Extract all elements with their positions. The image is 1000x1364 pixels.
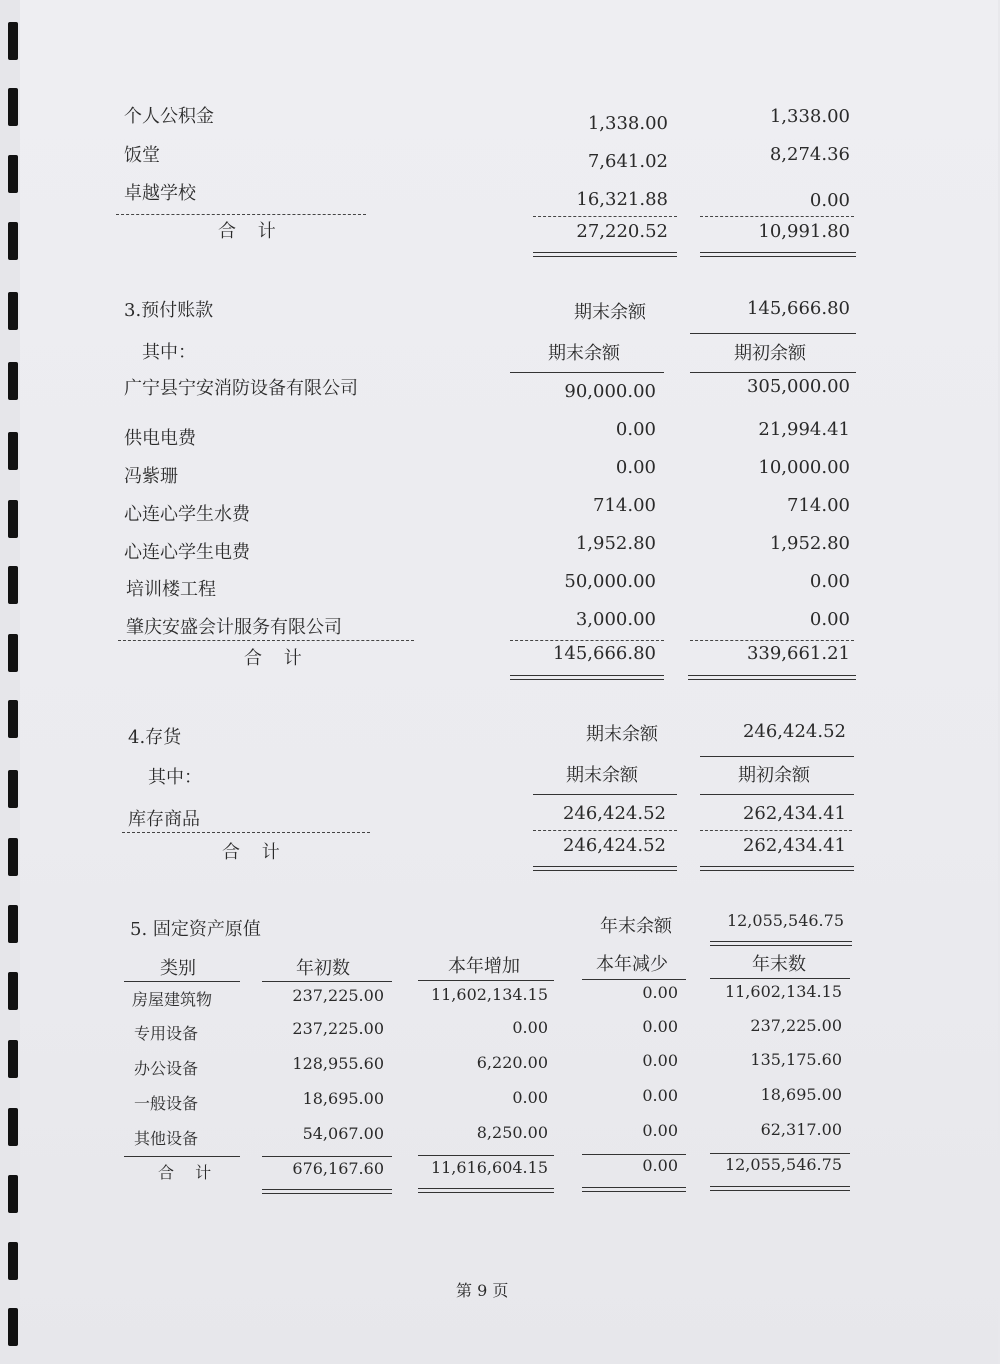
opening-cell: 237,225.00 (292, 1019, 384, 1038)
double-underline (582, 1187, 686, 1192)
end-balance-label: 年末余额 (600, 916, 672, 937)
row-name: 供电电费 (124, 428, 196, 449)
total-end-value: 145,666.80 (552, 643, 656, 664)
rule (533, 794, 677, 795)
binding-hole (8, 22, 18, 60)
section-title: 5. 固定资产原值 (130, 919, 261, 940)
binding-hole (8, 362, 18, 400)
binding-hole (8, 88, 18, 126)
column-header-decrease: 本年减少 (596, 954, 668, 975)
row-begin-value: 1,952.80 (769, 533, 850, 554)
rule (418, 1155, 554, 1156)
row-name: 心连心学生水费 (124, 504, 250, 525)
decrease-cell: 0.00 (642, 1051, 678, 1070)
increase-cell: 6,220.00 (476, 1053, 548, 1072)
dashed-rule (690, 640, 854, 641)
decrease-cell: 0.00 (642, 1086, 678, 1105)
category-cell: 其他设备 (134, 1129, 199, 1148)
total-end-value: 246,424.52 (562, 835, 666, 856)
double-underline (688, 675, 856, 680)
opening-cell: 237,225.00 (292, 986, 384, 1005)
total-opening: 676,167.60 (292, 1159, 384, 1178)
double-underline (710, 1186, 850, 1191)
column-header-increase: 本年增加 (448, 956, 520, 977)
row-name: 卓越学校 (124, 183, 196, 204)
row-name: 饭堂 (124, 145, 160, 166)
row-end-value: 1,338.00 (587, 113, 668, 134)
binding-hole (8, 292, 18, 330)
closing-cell: 18,695.00 (760, 1085, 842, 1104)
binding-hole (8, 1242, 18, 1280)
row-begin-value: 10,000.00 (758, 457, 850, 478)
decrease-cell: 0.00 (642, 983, 678, 1002)
rule (262, 981, 392, 982)
row-begin-value: 0.00 (809, 609, 850, 630)
column-header-category: 类别 (160, 958, 196, 979)
dashed-rule (122, 832, 370, 833)
dashed-rule (118, 640, 414, 641)
row-end-value: 246,424.52 (562, 803, 666, 824)
double-underline (700, 252, 856, 257)
category-cell: 办公设备 (134, 1059, 199, 1078)
row-begin-value: 0.00 (809, 571, 850, 592)
total-end-value: 27,220.52 (576, 221, 668, 242)
row-end-value: 0.00 (615, 419, 656, 440)
category-cell: 专用设备 (134, 1024, 199, 1043)
decrease-cell: 0.00 (642, 1121, 678, 1140)
double-underline (533, 866, 677, 871)
total-label: 合 计 (222, 842, 288, 863)
total-decrease: 0.00 (642, 1156, 678, 1175)
binding-hole (8, 222, 18, 260)
binding-strip (0, 0, 22, 1364)
column-header-begin: 期初余额 (734, 343, 806, 364)
row-end-value: 1,952.80 (575, 533, 656, 554)
binding-hole (8, 432, 18, 470)
row-begin-value: 21,994.41 (758, 419, 850, 440)
category-cell: 一般设备 (134, 1094, 199, 1113)
double-underline (262, 1189, 392, 1194)
row-end-value: 50,000.00 (564, 571, 656, 592)
rule (700, 756, 854, 757)
end-balance-value: 145,666.80 (746, 298, 850, 319)
double-underline (710, 941, 852, 946)
total-label: 合 计 (158, 1163, 220, 1182)
increase-cell: 8,250.00 (476, 1123, 548, 1142)
total-label: 合 计 (218, 221, 284, 242)
opening-cell: 54,067.00 (302, 1124, 384, 1143)
row-end-value: 0.00 (615, 457, 656, 478)
section-title: 3.预付账款 (124, 300, 214, 321)
column-header-end: 期末余额 (548, 343, 620, 364)
double-underline (533, 252, 677, 257)
rule (124, 981, 240, 982)
row-begin-value: 714.00 (787, 495, 850, 516)
decrease-cell: 0.00 (642, 1017, 678, 1036)
row-end-value: 3,000.00 (575, 609, 656, 630)
row-name: 冯紫珊 (124, 466, 178, 487)
binding-hole (8, 905, 18, 943)
binding-hole (8, 566, 18, 604)
rule (418, 980, 554, 981)
row-begin-value: 1,338.00 (769, 106, 850, 127)
binding-hole (8, 500, 18, 538)
increase-cell: 0.00 (512, 1018, 548, 1037)
row-begin-value: 305,000.00 (746, 376, 850, 397)
total-begin-value: 262,434.41 (742, 835, 846, 856)
rule (690, 333, 856, 334)
binding-hole (8, 1175, 18, 1213)
rule (582, 979, 686, 980)
binding-hole (8, 634, 18, 672)
double-underline (418, 1188, 554, 1193)
row-end-value: 7,641.02 (587, 151, 668, 172)
rule (510, 372, 664, 373)
end-balance-label: 期末余额 (586, 724, 658, 745)
column-header-closing: 年末数 (752, 954, 806, 975)
dashed-rule (116, 214, 366, 215)
binding-hole (8, 700, 18, 738)
closing-cell: 135,175.60 (750, 1050, 842, 1069)
row-end-value: 90,000.00 (564, 381, 656, 402)
rule (582, 1154, 686, 1155)
total-closing: 12,055,546.75 (724, 1155, 842, 1174)
double-underline (510, 675, 664, 680)
row-name: 广宁县宁安消防设备有限公司 (124, 378, 358, 399)
opening-cell: 18,695.00 (302, 1089, 384, 1108)
row-end-value: 16,321.88 (576, 189, 668, 210)
row-end-value: 714.00 (593, 495, 656, 516)
row-begin-value: 0.00 (809, 190, 850, 211)
sub-label: 其中： (148, 767, 202, 788)
end-balance-value: 12,055,546.75 (726, 911, 844, 930)
end-balance-label: 期末余额 (574, 302, 646, 323)
dashed-rule (700, 216, 854, 217)
dashed-rule (533, 830, 677, 831)
binding-hole (8, 770, 18, 808)
binding-hole (8, 838, 18, 876)
rule (710, 1153, 850, 1154)
closing-cell: 237,225.00 (750, 1016, 842, 1035)
total-increase: 11,616,604.15 (430, 1158, 548, 1177)
rule (700, 794, 854, 795)
binding-hole (8, 1108, 18, 1146)
dashed-rule (700, 830, 852, 831)
closing-cell: 62,317.00 (760, 1120, 842, 1139)
dashed-rule (533, 216, 677, 217)
opening-cell: 128,955.60 (292, 1054, 384, 1073)
total-begin-value: 10,991.80 (758, 221, 850, 242)
total-begin-value: 339,661.21 (746, 643, 850, 664)
sub-label: 其中： (142, 342, 196, 363)
row-begin-value: 8,274.36 (769, 144, 850, 165)
binding-hole (8, 1040, 18, 1078)
column-header-begin: 期初余额 (738, 765, 810, 786)
row-name: 库存商品 (128, 809, 200, 830)
rule (690, 372, 856, 373)
total-label: 合 计 (244, 648, 310, 669)
rule (124, 1156, 240, 1157)
double-underline (700, 866, 854, 871)
closing-cell: 11,602,134.15 (724, 982, 842, 1001)
column-header-opening: 年初数 (296, 958, 350, 979)
row-name: 心连心学生电费 (124, 542, 250, 563)
rule (710, 978, 850, 979)
binding-hole (8, 1308, 18, 1346)
section-title: 4.存货 (128, 727, 182, 748)
page-number: 第 9 页 (456, 1281, 509, 1300)
row-begin-value: 262,434.41 (742, 803, 846, 824)
row-name: 个人公积金 (124, 106, 214, 127)
binding-hole (8, 972, 18, 1010)
row-name: 肇庆安盛会计服务有限公司 (126, 617, 342, 638)
end-balance-value: 246,424.52 (742, 721, 846, 742)
dashed-rule (510, 640, 664, 641)
column-header-end: 期末余额 (566, 765, 638, 786)
row-name: 培训楼工程 (126, 579, 216, 600)
binding-hole (8, 155, 18, 193)
category-cell: 房屋建筑物 (132, 990, 213, 1009)
rule (262, 1156, 392, 1157)
increase-cell: 11,602,134.15 (430, 985, 548, 1004)
increase-cell: 0.00 (512, 1088, 548, 1107)
